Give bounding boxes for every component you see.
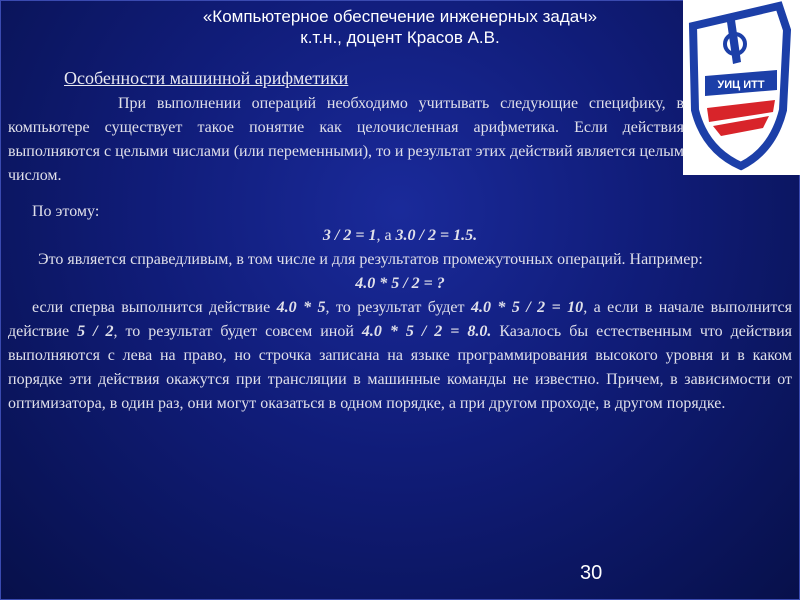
section-title: Особенности машинной арифметики xyxy=(64,68,349,88)
p3-formula-3: 5 / 2 xyxy=(77,323,114,340)
p3-text-4: , то результат будет совсем иной xyxy=(113,323,362,340)
paragraph-3 xyxy=(8,296,792,416)
shield-icon xyxy=(683,0,800,175)
p3-text-5: Казалось бы естественным что действия выполняются с лева на право, но строчка записана на языке программирования высокого уровня и в каком порядке эти действия окажутся при трансляции в машинные команды не известно. Причем, в зависимости от оптимизатора, в один раз, они могут оказаться в одном порядке, а при другом проходе, в другом порядке. xyxy=(8,323,793,412)
example-1-separator: , а xyxy=(376,227,396,244)
body-block xyxy=(8,200,792,416)
paragraph-2 xyxy=(8,248,792,272)
lead-line xyxy=(8,200,792,224)
intro-paragraph xyxy=(8,92,684,188)
course-title: «Компьютерное обеспечение инженерных задач» xyxy=(202,7,598,26)
example-2 xyxy=(8,272,792,296)
author-line: к.т.н., доцент Красов А.В. xyxy=(300,28,500,47)
p3-formula-1: 4.0 * 5 xyxy=(276,299,326,316)
paragraph-2-text: Это является справедливым, в том числе и для результатов промежуточных операций. Например: xyxy=(38,251,703,268)
formula-integer-division: 3 / 2 = 1 xyxy=(322,227,377,244)
formula-question: 4.0 * 5 / 2 = ? xyxy=(355,275,445,292)
lead-text: По этому: xyxy=(32,203,100,220)
logo-text: УИЦ ИТТ xyxy=(717,79,765,91)
p3-text-1: если сперва выполнится действие xyxy=(32,299,277,316)
slide-header xyxy=(160,6,640,48)
p3-text-2: , то результат будет xyxy=(325,299,471,316)
university-logo xyxy=(683,0,800,175)
p3-formula-4: 4.0 * 5 / 2 = 8.0. xyxy=(361,323,492,340)
p3-text-3: , а если в начале выполнится действие xyxy=(8,299,793,340)
p3-formula-2: 4.0 * 5 / 2 = 10 xyxy=(470,299,584,316)
page-number: 30 xyxy=(580,562,603,584)
intro-text: При выполнении операций необходимо учитывать следующие специфику, в компьютере существует такое понятие как целочисленная арифметика. Если действия выполняются с целыми числами (или переменными), то и результат этих действий является целым числом. xyxy=(8,95,684,184)
formula-float-division: 3.0 / 2 = 1.5. xyxy=(395,227,478,244)
example-1 xyxy=(8,224,792,248)
